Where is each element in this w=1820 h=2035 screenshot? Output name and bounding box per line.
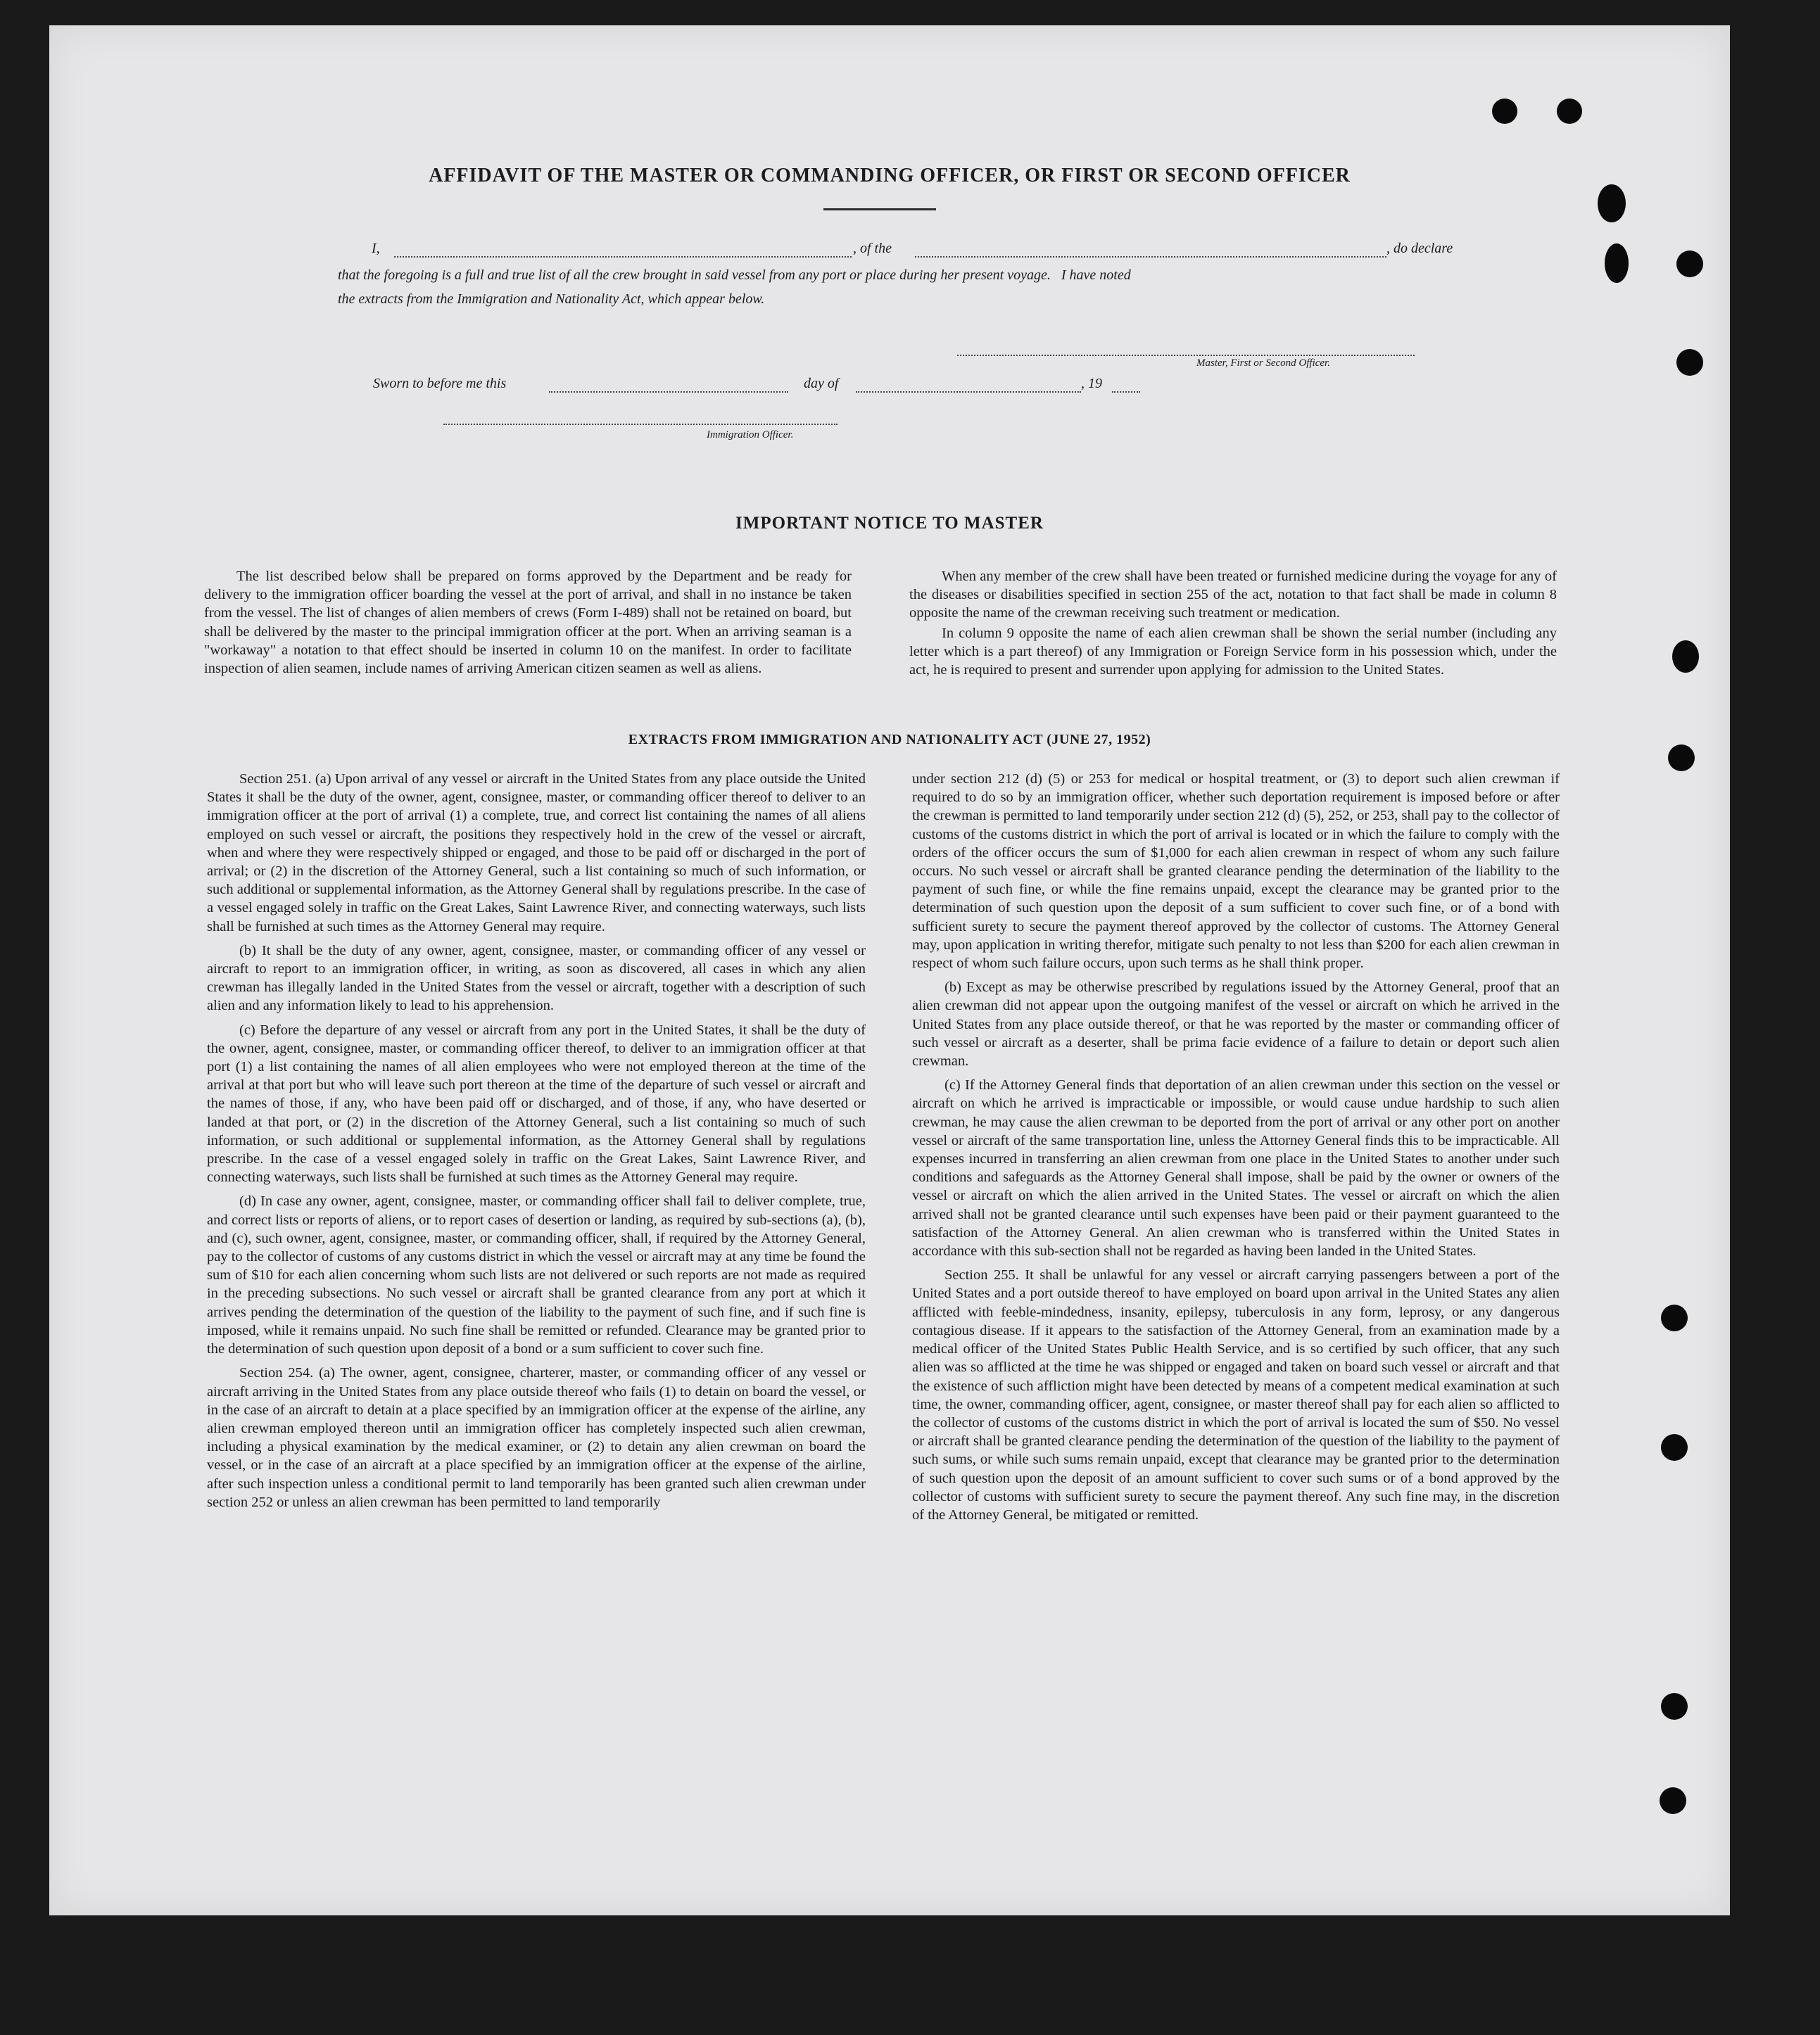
title-divider: [823, 208, 936, 210]
affidavit-of-the-label: , of the: [853, 241, 892, 256]
punch-hole: [1676, 251, 1703, 277]
section-251-a: Section 251. (a) Upon arrival of any vessel or aircraft in the United States from any place outside the United States it shall be the duty of the owner, agent, consignee, master, or commanding officer thereof to deliver to an immigration officer at the port of arrival (1) a complete, true, and correct list containing the names of all aliens employed on such vessel or aircraft, the positions they respectively hold in the crew of the vessel or aircraft, when and where they were respectively shipped or engaged, and those to be paid off or discharged in the port of arrival; or (2) in the discretion of the Attorney General, such a list containing so much of such information, or such additional or supplemental information, as the Attorney General shall by regulations prescribe. In the case of a vessel engaged solely in traffic on the Great Lakes, Saint Lawrence River, and connecting waterways, such lists shall be furnished at such times as the Attorney General may require.: [207, 771, 866, 934]
punch-hole: [1598, 184, 1626, 222]
punch-hole: [1557, 99, 1582, 124]
affidavit-title: AFFIDAVIT OF THE MASTER OR COMMANDING OFFICER, OR FIRST OR SECOND OFFICER: [429, 165, 1351, 186]
notice-right-paragraph-1: When any member of the crew shall have been treated or furnished medicine during the voyage for any of the diseases or disabilities specified in section 255 of the act, notation to that fact shall be made in column 8 opposite the name of the crewman receiving such treatment or medication.: [909, 569, 1557, 621]
affidavit-declare-label: , do declare: [1386, 241, 1453, 256]
master-signature-label: Master, First or Second Officer.: [1196, 357, 1330, 369]
punch-hole: [1492, 99, 1517, 124]
extracts-left-column: [207, 770, 866, 1517]
notice-left: [204, 567, 852, 683]
section-254-a: Section 254. (a) The owner, agent, consignee, charterer, master, or commanding officer of any vessel or aircraft arriving in the United States from any place outside thereof who fails (1) to detain on board the vessel, or in the case of an aircraft to detain at a place specified by an immigration officer at the expense of the airline, any alien crewman employed thereon until an immigration officer has completely inspected such alien crewman, including a physical examination by the medical examiner, or (2) to detain any alien crewman on board the vessel, or in the case of an aircraft at a place specified by an immigration officer at the expense of the airline, after such inspection unless a conditional permit to land temporarily has been granted such alien crewman under section 252 or unless an alien crewman has been permitted to land temporarily: [207, 1365, 866, 1510]
section-251-b: (b) It shall be the duty of any owner, agent, consignee, master, or commanding officer of any vessel or aircraft to report to an immigration officer, in writing, as soon as discovered, all cases in which any alien crewman has illegally landed in the United States from the vessel or aircraft, together with a description of such alien and any information likely to lead to his apprehension.: [207, 942, 866, 1014]
master-signature-line: [957, 355, 1415, 356]
vessel-blank: [915, 256, 1386, 258]
sworn-day-blank: [549, 391, 788, 393]
section-251-d: (d) In case any owner, agent, consignee, master, or commanding officer shall fail to deliver complete, true, and correct lists or reports of aliens, or to report cases of desertion or landing, as required by sub-sections (a), (b), and (c), such owner, agent, consignee, master, or commanding officer, shall, if required by the Attorney General, pay to the collector of customs of any customs district in which the vessel or aircraft may at any time be found the sum of $10 for each alien concerning whom such lists are not delivered or such reports are not made as required in the preceding subsections. No such vessel or aircraft shall be granted clearance from any port at which it arrives pending the determination of the question of the liability to the payment of such fine, and if such fine is imposed, while it remains unpaid. No such fine shall be remitted or refunded. Clearance may be granted prior to the determination of such question upon deposit of a bond or a sum sufficient to cover such fine.: [207, 1193, 866, 1357]
notice-right: [909, 567, 1557, 685]
immigration-officer-label: Immigration Officer.: [707, 429, 794, 440]
punch-hole: [1661, 1434, 1688, 1461]
punch-hole: [1661, 1305, 1688, 1331]
section-254-b: (b) Except as may be otherwise prescribed by regulations issued by the Attorney General, proof that an alien crewman did not appear upon the outgoing manifest of the vessel or aircraft on which he arrived in the United States from any place outside thereof, or that he was reported by the master or commanding officer of such vessel or aircraft as a deserter, shall be prima facie evidence of a failure to detain or deport such alien crewman.: [912, 980, 1560, 1070]
notice-right-paragraph-2: In column 9 opposite the name of each alien crewman shall be shown the serial number (including any letter which is a part thereof) of any Immigration or Foreign Service form in his possession which, under the act, he is required to present and surrender upon applying for admission to the United States.: [909, 625, 1557, 678]
section-254-a-continued: under section 212 (d) (5) or 253 for medical or hospital treatment, or (3) to deport such alien crewman if required to do so by an immigration officer, whether such deportation requirement is imposed before or after the crewman is permitted to land temporarily under section 212 (d) (5), 252, or 253, shall pay to the collector of customs of the customs district in which the port of arrival is located or in which the failure to comply with the orders of the officer occurs the sum of $1,000 for each alien crewman in respect of whom any such failure occurs. No such vessel or aircraft shall be granted clearance pending the determination of the liability to the payment of such fine, or while the fine remains unpaid, except the clearance may be granted prior to the determination of such question upon the deposit of a sum sufficient to cover such fine, or of a bond with sufficient surety to secure the payment thereof approved by the collector of customs. The Attorney General may, upon application in writing therefor, mitigate such penalty to not less than $200 for each alien crewman in respect of whom such failure occurs, upon such terms as he shall think proper.: [912, 771, 1560, 972]
sworn-label: Sworn to before me this: [373, 376, 507, 391]
year-blank: [1112, 391, 1140, 393]
notice-left-paragraph: The list described below shall be prepared on forms approved by the Department and be ready for delivery to the immigration officer boarding the vessel at the port of arrival, and shall in no instance be taken from the vessel. The list of changes of alien members of crews (Form I-489) shall not be retained on board, but shall be delivered by the master to the principal immigration officer at the port. When an arriving seaman is a "workaway" a notation to that effect should be inserted in column 10 on the manifest. In order to facilitate inspection of alien seamen, include names of arriving American citizen seamen as well as aliens.: [204, 569, 852, 677]
notice-title: IMPORTANT NOTICE TO MASTER: [735, 514, 1044, 533]
punch-hole: [1672, 640, 1699, 673]
name-blank: [394, 256, 852, 258]
punch-hole: [1676, 349, 1703, 376]
section-254-c: (c) If the Attorney General finds that deportation of an alien crewman under this section on the vessel or aircraft on which he arrived is impracticable or impossible, or would cause undue hardship to such alien crewman, he may cause the alien crewman to be deported from the port of arrival or any other port on another vessel or aircraft of the same transportation line, unless the Attorney General finds this to be impracticable. All expenses incurred in transferring an alien crewman from one place in the United States to another under such conditions and safeguards as the Attorney General shall impose, shall be paid by the owner or owners of the vessel or aircraft on which the alien arrived in the United States. The vessel or aircraft on which the alien arrived shall not be granted clearance until such expenses have been paid or their payment guaranteed to the satisfaction of the Attorney General. An alien crewman who is transferred within the United States in accordance with this sub-section shall not be regarded as having been landed in the United States.: [912, 1077, 1560, 1260]
punch-hole: [1661, 1693, 1688, 1720]
extracts-right-column: [912, 770, 1560, 1530]
affidavit-i-label: I,: [372, 241, 380, 256]
affidavit-line2: that the foregoing is a full and true list of all the crew brought in said vessel from any port or place during her present voyage. I have noted: [338, 267, 1131, 283]
year-label: , 19: [1081, 376, 1102, 391]
day-of-label: day of: [804, 376, 839, 391]
section-251-c: (c) Before the departure of any vessel or aircraft from any port in the United States, it shall be the duty of the owner, agent, consignee, master, or commanding officer thereof, to deliver to an immigration officer at that port (1) a list containing the names of all alien employees who were not employed thereon at the time of the arrival at that port but who will leave such port thereon at the time of the departure of such vessel or aircraft and the names of those, if any, who have been paid off or discharged, and of those, if any, who have deserted or landed at that port, or (2) in the discretion of the Attorney General, such a list containing so much of such information, or such additional or supplemental information, as the Attorney General shall by regulations prescribe. In the case of a vessel engaged solely in traffic on the Great Lakes, Saint Lawrence River, and connecting waterways, such lists shall be furnished at such times as the Attorney General may require.: [207, 1022, 866, 1186]
sworn-month-blank: [856, 391, 1081, 393]
section-255: Section 255. It shall be unlawful for any vessel or aircraft carrying passengers between a port of the United States and a port outside thereof to have employed on board upon arrival in the United States any alien afflicted with feeble-mindedness, insanity, epilepsy, tuberculosis in any form, leprosy, or any dangerous contagious disease. If it appears to the satisfaction of the Attorney General, from an examination made by a medical officer of the United States Public Health Service, and is so certified by such officer, that any such alien was so afflicted at the time he was shipped or engaged and taken on board such vessel or aircraft and that the existence of such affliction might have been detected by means of a competent medical examination at such time, the owner, commanding officer, agent, consignee, or master thereof shall pay for each alien so afflicted to the collector of customs of the customs district in which the port of arrival is located the sum of $50. No vessel or aircraft shall be granted clearance pending the determination of the question of the liability to the payment of such sums, or while such sums remain unpaid, except that clearance may be granted prior to the determination of such question upon the deposit of an amount sufficient to cover such sums or of a bond approved by the collector of customs with sufficient surety to secure the payment thereof. Any such fine may, in the discretion of the Attorney General, be mitigated or remitted.: [912, 1267, 1560, 1523]
immigration-officer-line: [443, 424, 838, 425]
affidavit-line3: the extracts from the Immigration and Nationality Act, which appear below.: [338, 291, 765, 307]
punch-hole: [1660, 1787, 1686, 1814]
punch-hole: [1668, 744, 1695, 771]
extracts-title: EXTRACTS FROM IMMIGRATION AND NATIONALITY ACT (JUNE 27, 1952): [628, 732, 1151, 747]
document-page: [49, 25, 1730, 1915]
punch-hole: [1605, 243, 1629, 283]
